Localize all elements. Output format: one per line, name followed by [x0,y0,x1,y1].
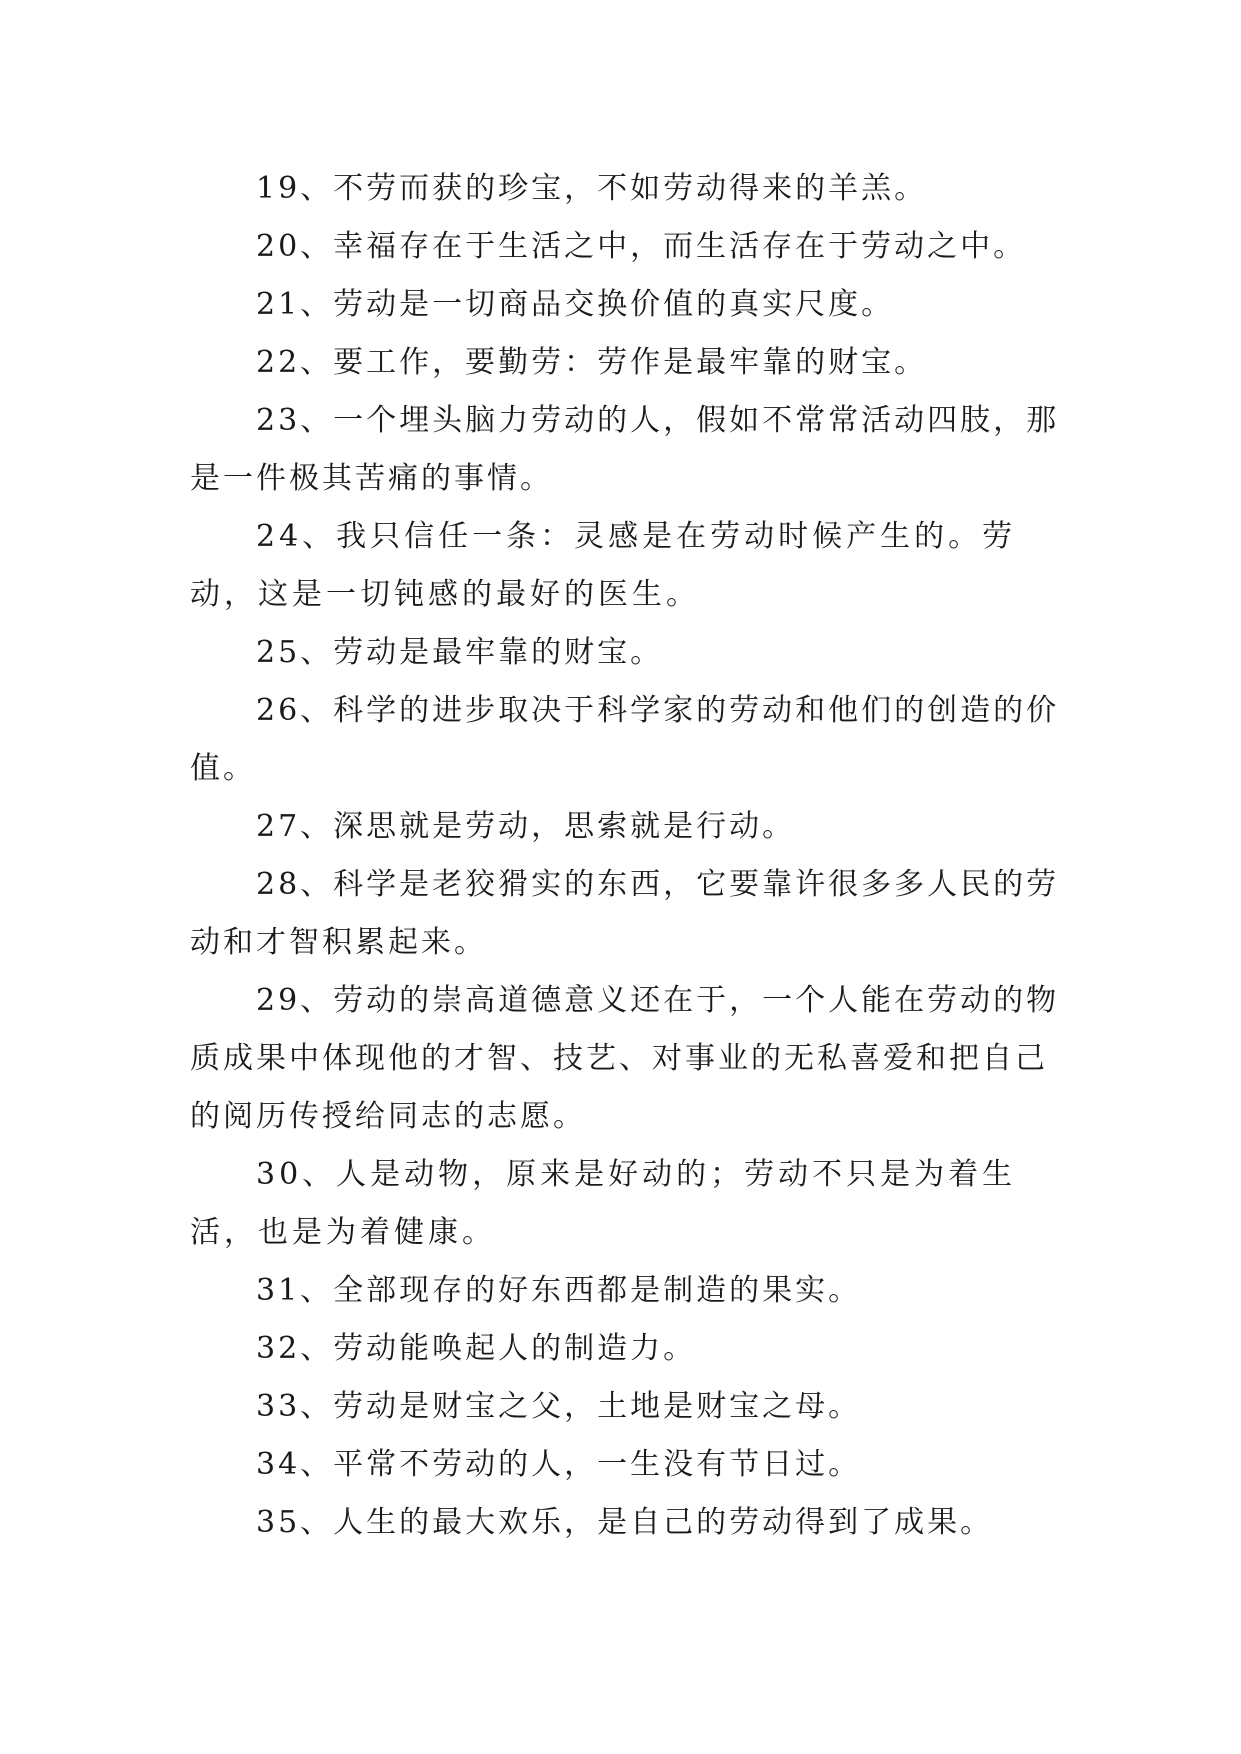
quote-paragraph: 20、幸福存在于生活之中，而生活存在于劳动之中。 [256,229,1027,264]
quote-paragraph: 32、劳动能唤起人的制造力。 [256,1331,697,1366]
quote-paragraph: 22、要工作，要勤劳：劳作是最牢靠的财宝。 [256,345,928,380]
quote-paragraph: 19、不劳而获的珍宝，不如劳动得来的羊羔。 [256,171,928,206]
quote-paragraph: 28、科学是老狡猾实的东西，它要靠许很多多人民的劳动和才智积累起来。 [190,867,1060,960]
quote-paragraph: 33、劳动是财宝之父，土地是财宝之母。 [256,1389,862,1424]
quote-paragraph: 29、劳动的崇高道德意义还在于，一个人能在劳动的物质成果中体现他的才智、技艺、对事业的无私喜爱和把自己的阅历传授给同志的志愿。 [190,983,1060,1134]
quote-paragraph: 31、全部现存的好东西都是制造的果实。 [256,1273,862,1308]
quote-paragraph: 25、劳动是最牢靠的财宝。 [256,635,664,670]
quote-list [190,160,1070,1552]
quote-paragraph: 35、人生的最大欢乐，是自己的劳动得到了成果。 [256,1505,994,1540]
quote-paragraph: 27、深思就是劳动，思索就是行动。 [256,809,796,844]
quote-paragraph: 23、一个埋头脑力劳动的人，假如不常常活动四肢，那是一件极其苦痛的事情。 [190,403,1060,496]
quote-paragraph: 30、人是动物，原来是好动的；劳动不只是为着生活，也是为着健康。 [190,1157,1017,1250]
quote-paragraph: 34、平常不劳动的人，一生没有节日过。 [256,1447,862,1482]
quote-paragraph: 24、我只信任一条：灵感是在劳动时候产生的。劳动，这是一切钝感的最好的医生。 [190,519,1017,612]
quote-paragraph: 26、科学的进步取决于科学家的劳动和他们的创造的价值。 [190,693,1060,786]
quote-paragraph: 21、劳动是一切商品交换价值的真实尺度。 [256,287,895,322]
